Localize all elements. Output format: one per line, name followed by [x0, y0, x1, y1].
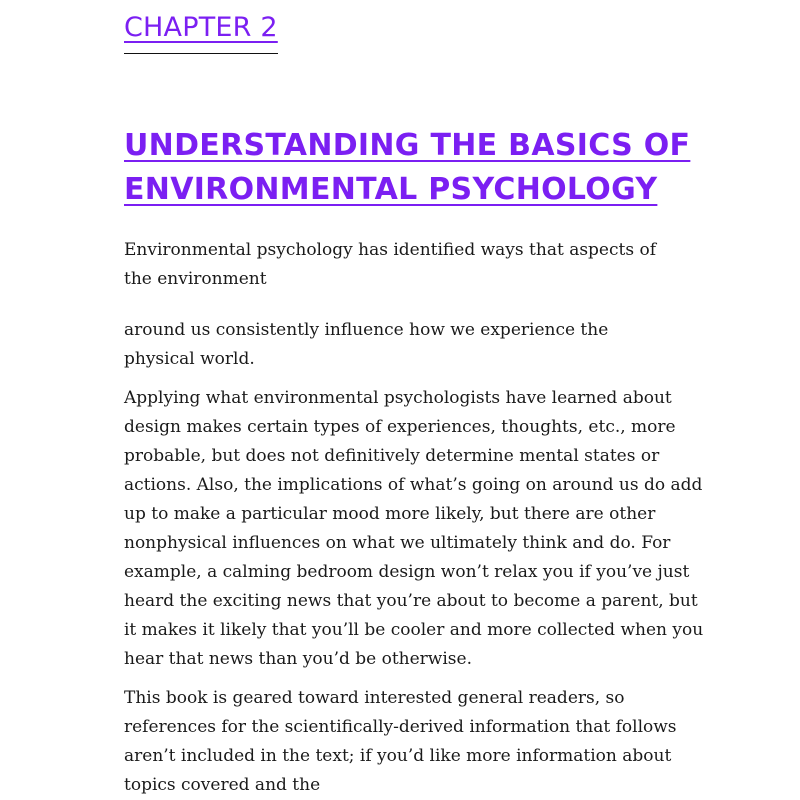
chapter-label-link[interactable]: [124, 12, 278, 54]
paragraph-design-influence: Applying what environmental psychologists have learned about design makes certain types of experiences, thoughts, etc., more probable, but does not definitively determine mental states or actions. Also, the implications of what’s going on around us do add up to make a particular mood more likely, but there are other nonphysical influences on what we ultimately think and do. For example, a calming bedroom design won’t relax you if you’ve just heard the exciting news that you’re about to become a parent, but it makes it likely that you’ll be cooler and more collected when you hear that news than you’d be otherwise.: [124, 388, 704, 669]
paragraph-intro-continued: around us consistently influence how we experience the physical world.: [124, 320, 609, 369]
paragraph-book-audience: This book is geared toward interested general readers, so references for the scientifically-derived information that follows aren’t included in the text; if you’d like more information about topics covered and the: [124, 688, 677, 795]
chapter-label-rule: [124, 53, 278, 54]
paragraph-intro: Environmental psychology has identified ways that aspects of the environment: [124, 240, 656, 289]
chapter-label-text: CHAPTER 2: [124, 12, 278, 43]
page-content: [124, 0, 704, 800]
chapter-title-link[interactable]: UNDERSTANDING THE BASICS OF ENVIRONMENTAL PSYCHOLOGY: [124, 128, 691, 207]
